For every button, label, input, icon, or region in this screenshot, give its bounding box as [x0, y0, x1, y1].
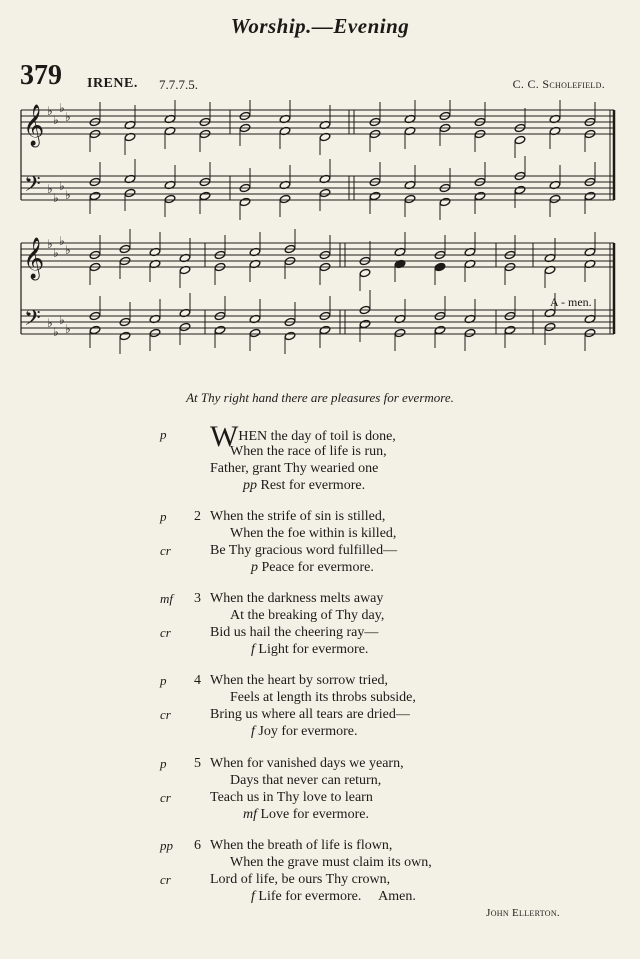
verse-line: [243, 478, 365, 494]
svg-text:♭: ♭: [59, 179, 65, 193]
svg-text:𝄞: 𝄞: [23, 105, 45, 146]
svg-text:♭: ♭: [47, 182, 53, 196]
verse-text: Be Thy gracious word fulfilled—: [210, 543, 398, 558]
verse-line: [230, 444, 387, 460]
page-header-title: Worship.—Evening: [230, 14, 410, 38]
verse-line: [251, 642, 368, 658]
verse-text: At the breaking of Thy day,: [230, 608, 385, 623]
composer: C. C. Scholefield.: [512, 77, 605, 91]
dynamic-marking: f: [251, 724, 255, 739]
tune-name: IRENE.: [87, 76, 138, 91]
dynamic-marking: p: [160, 509, 167, 524]
verse-text: Feels at length its throbs subside,: [230, 690, 416, 705]
verse-line: [210, 673, 388, 689]
verse-line: [251, 724, 358, 740]
svg-text:♭: ♭: [47, 104, 53, 118]
verse-line: [251, 889, 416, 905]
dynamic-marking: cr: [160, 543, 171, 558]
verse-text: When the race of life is run,: [230, 444, 387, 459]
verse-text: Rest for evermore.: [260, 478, 366, 493]
music-score: [0, 100, 640, 370]
svg-text:𝄢: 𝄢: [24, 306, 41, 336]
verse-text: Teach us in Thy love to learn: [210, 790, 373, 805]
verse-line: [230, 608, 384, 624]
verse-line: [210, 707, 410, 723]
verse-text: When the heart by sorrow tried,: [210, 673, 389, 688]
svg-text:♭: ♭: [65, 322, 71, 336]
verse-number: 2: [194, 509, 201, 524]
verse-text: When the breath of life is flown,: [210, 838, 393, 853]
verse-line: [243, 807, 369, 823]
dynamic-marking: p: [251, 560, 258, 575]
verse-number: 3: [194, 591, 201, 606]
dynamic-marking: cr: [160, 790, 171, 805]
verse-text: Life for evermore. Amen.: [258, 889, 416, 904]
verse-text: Joy for evermore.: [258, 724, 358, 739]
amen-label: A - men.: [550, 295, 592, 309]
epigraph: At Thy right hand there are pleasures for evermore.: [186, 390, 454, 405]
svg-text:♭: ♭: [59, 101, 65, 115]
verse-number: 6: [194, 838, 201, 853]
verse-number: 4: [194, 673, 201, 688]
verse-text: Lord of life, be ours Thy crown,: [210, 872, 391, 887]
dynamic-marking: cr: [160, 707, 171, 722]
dynamic-marking: f: [251, 889, 255, 904]
svg-text:♭: ♭: [47, 316, 53, 330]
verse-text: HEN the day of toil is done,: [238, 429, 396, 444]
verse-text: Days that never can return,: [230, 773, 382, 788]
verse-text: Love for evermore.: [260, 807, 369, 822]
verse-text: When the darkness melts away: [210, 591, 384, 606]
verse-text: When for vanished days we yearn,: [210, 756, 404, 771]
dynamic-marking: mf: [243, 807, 257, 822]
dynamic-marking: f: [251, 642, 255, 657]
verse-line: [210, 872, 390, 888]
dynamic-marking: p: [160, 756, 167, 771]
dynamic-marking: cr: [160, 625, 171, 640]
verse-line: [230, 690, 416, 706]
dynamic-marking: p: [160, 673, 167, 688]
svg-text:♭: ♭: [65, 188, 71, 202]
verse-text: Bid us hail the cheering ray—: [210, 625, 379, 640]
verse-line: [210, 591, 383, 607]
svg-text:♭: ♭: [53, 191, 59, 205]
verse-text: Light for evermore.: [258, 642, 369, 657]
verse-line: [230, 526, 396, 542]
verse-text: When the strife of sin is stilled,: [210, 509, 386, 524]
verse-text: When the grave must claim its own,: [230, 855, 432, 870]
dynamic-marking: pp: [243, 478, 257, 493]
svg-text:♭: ♭: [53, 325, 59, 339]
verse-text: Bring us where all tears are dried—: [210, 707, 410, 722]
svg-text:𝄢: 𝄢: [24, 172, 41, 202]
verse-line: [210, 838, 392, 854]
verse-line: [210, 543, 397, 559]
verse-line: [210, 461, 378, 477]
svg-text:♭: ♭: [47, 237, 53, 251]
svg-text:♭: ♭: [65, 243, 71, 257]
verse-line: [251, 560, 374, 576]
svg-text:♭: ♭: [59, 234, 65, 248]
verse-line: [210, 509, 385, 525]
dynamic-marking: pp: [160, 838, 173, 853]
author-credit: John Ellerton.: [486, 907, 560, 919]
dynamic-marking: cr: [160, 872, 171, 887]
verse-text: Peace for evermore.: [261, 560, 374, 575]
verse-text: Father, grant Thy wearied one: [210, 461, 379, 476]
svg-text:♭: ♭: [53, 113, 59, 127]
dynamic-marking: mf: [160, 591, 173, 606]
svg-text:♭: ♭: [53, 246, 59, 260]
dynamic-marking: p: [160, 427, 167, 442]
svg-text:𝄞: 𝄞: [23, 238, 45, 279]
hymn-number: 379: [20, 60, 62, 91]
svg-text:♭: ♭: [65, 110, 71, 124]
svg-text:♭: ♭: [59, 313, 65, 327]
verse-line: [210, 756, 404, 772]
verse-line: [210, 790, 373, 806]
verse-text: When the foe within is killed,: [230, 526, 397, 541]
verse-line: [230, 773, 381, 789]
verse-line: [230, 855, 432, 871]
verse-number: 5: [194, 756, 201, 771]
meter: 7.7.7.5.: [159, 77, 198, 92]
verse-line: [210, 625, 378, 641]
drop-cap: W: [210, 420, 239, 453]
